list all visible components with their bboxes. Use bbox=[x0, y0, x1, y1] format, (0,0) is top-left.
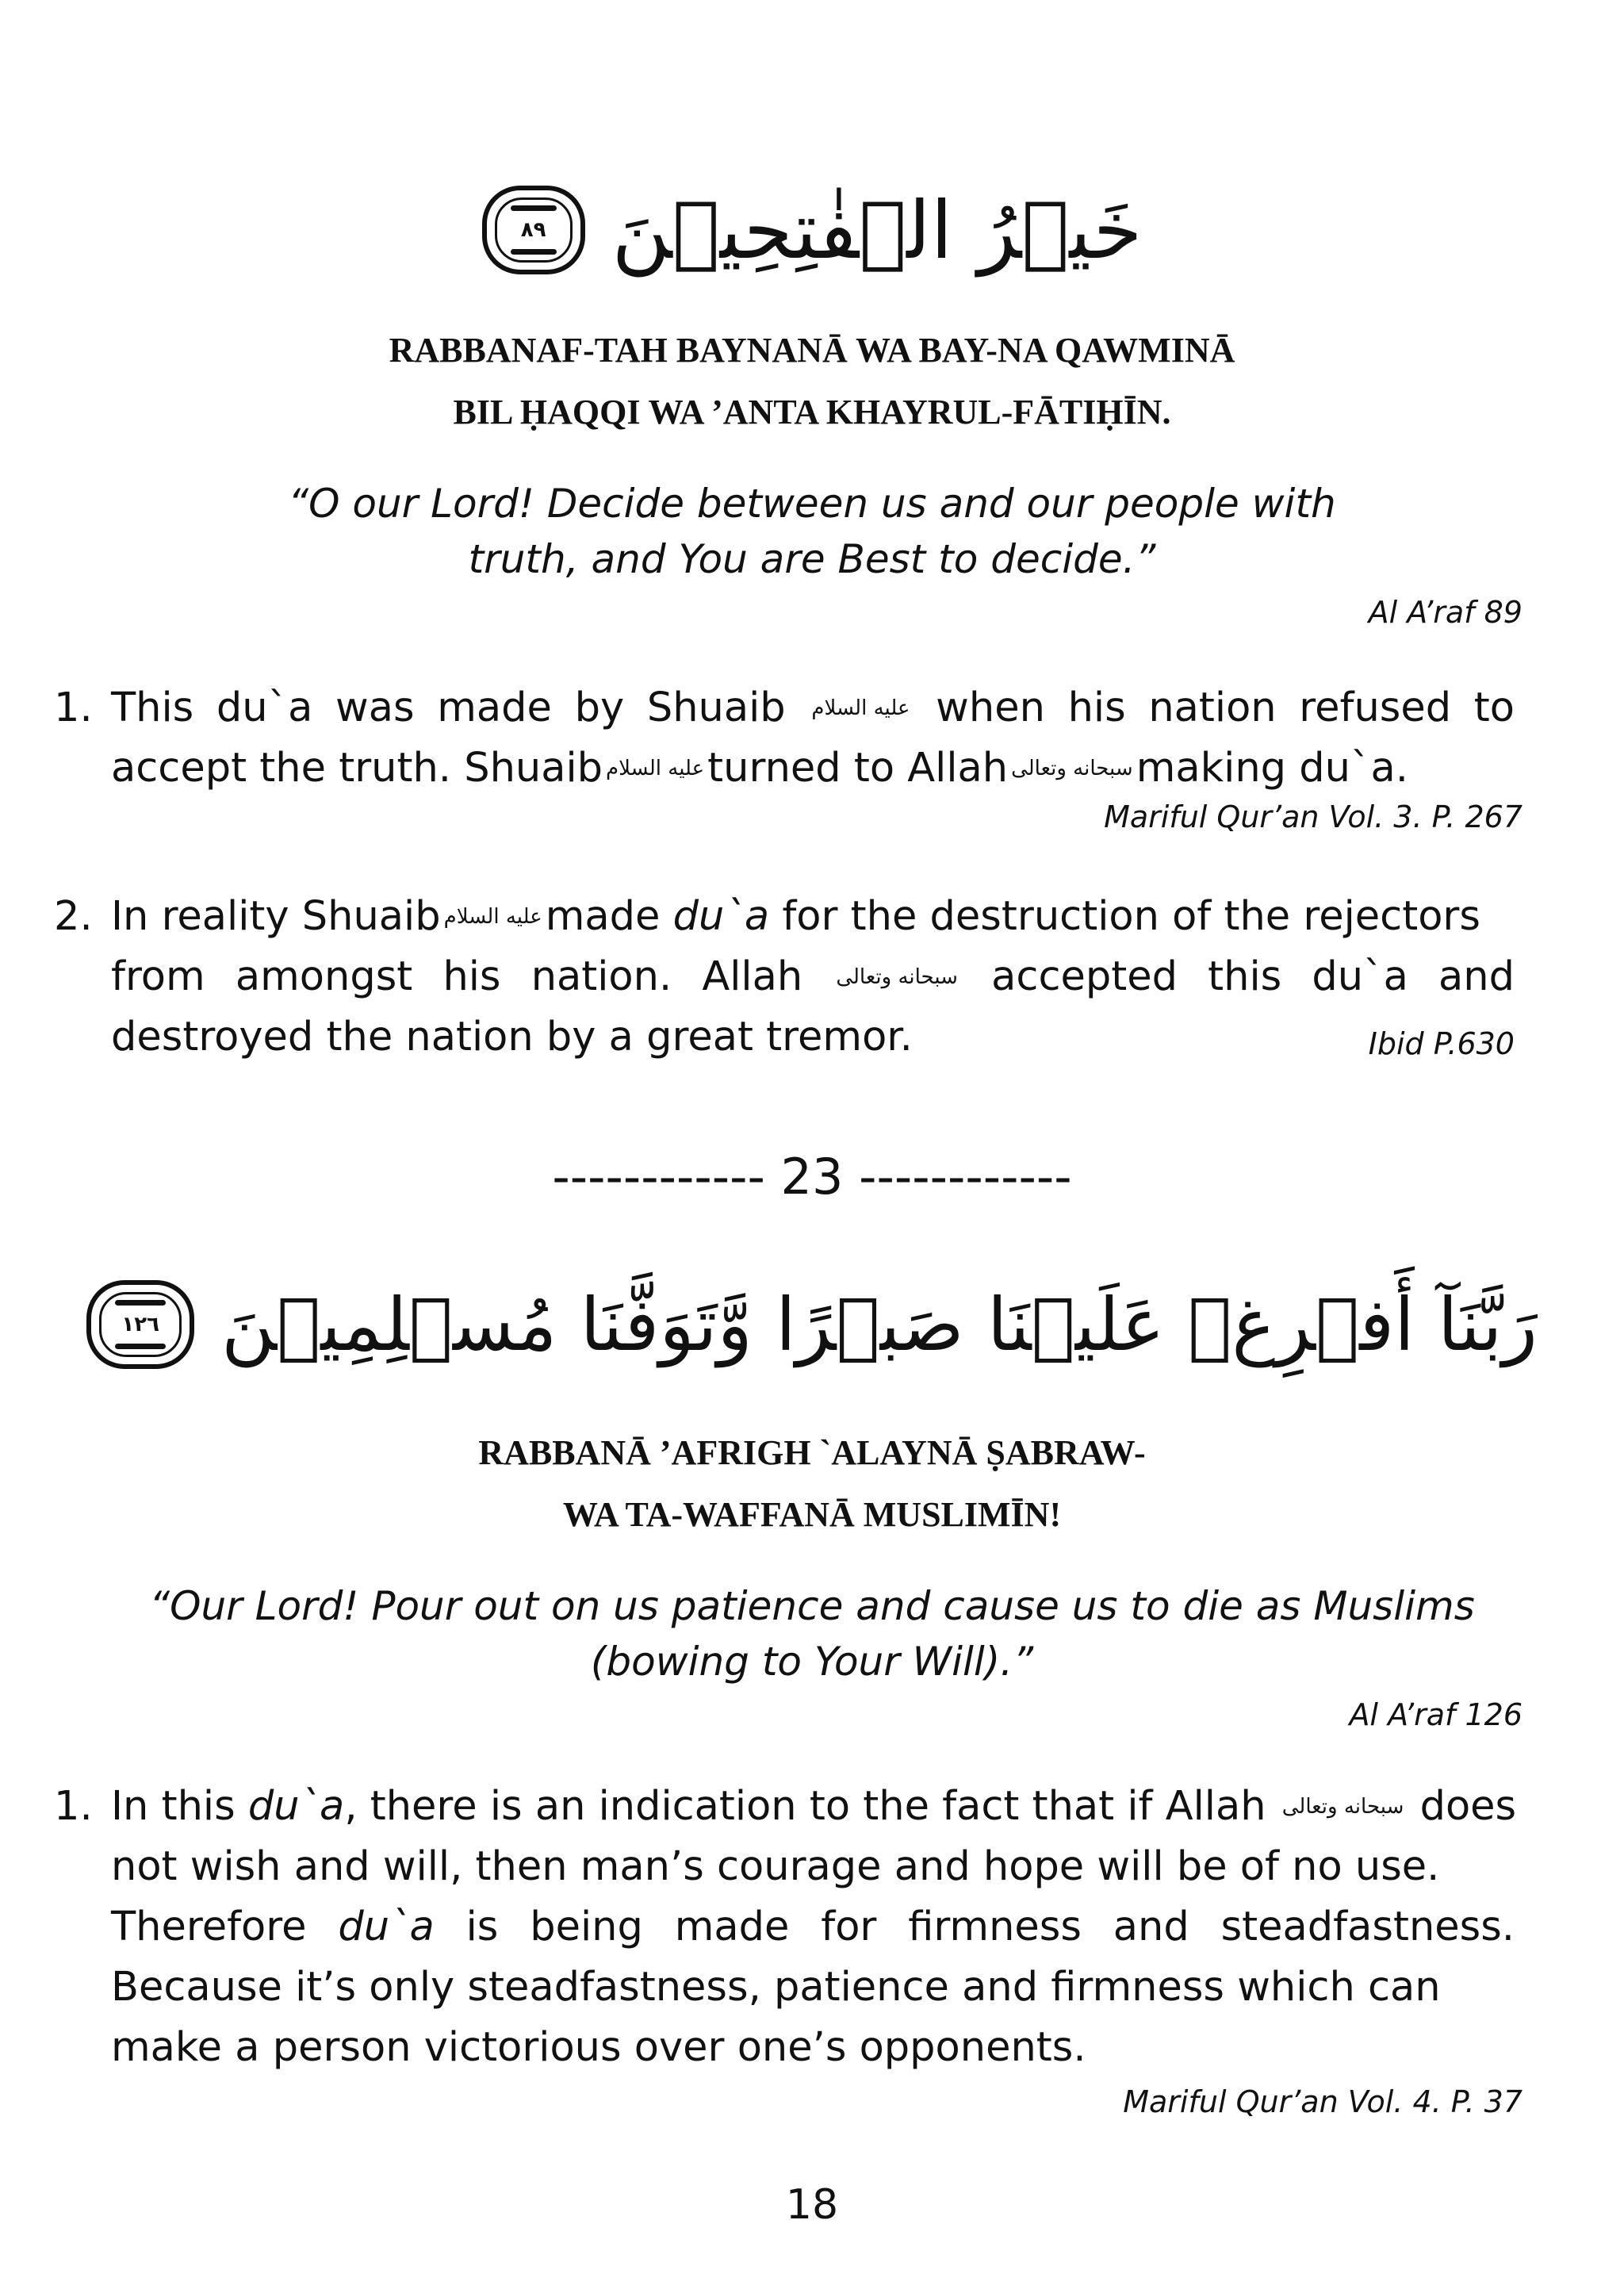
note-number: 2. bbox=[54, 893, 93, 940]
honorific-icon: سبحانه وتعالى bbox=[1281, 1795, 1404, 1819]
ayah-number-marker bbox=[482, 186, 585, 274]
arabic-verse-text: رَبَّنَآ أَفۡرِغۡ عَلَيۡنَا صَبۡرًا وَّتَوَفَّنَا مُسۡلِمِيۡنَ bbox=[221, 1282, 1538, 1367]
transliteration-line: BIL ḤAQQI WA ’ANTA KHAYRUL-FĀTIḤĪN. bbox=[453, 393, 1171, 431]
verse-reference-1: Al A’raf 89 bbox=[1368, 595, 1522, 630]
ayah-number: ١٢٦ bbox=[121, 1313, 159, 1336]
arabic-verse-2 bbox=[0, 1257, 1624, 1392]
note-line: In reality Shuaib عليه السلامmade du`a for the destruction of the rejectors bbox=[111, 887, 1515, 947]
note-line: destroyed the nation by a great tremor. Ibid P.630 bbox=[111, 1007, 1515, 1068]
transliteration-2 bbox=[0, 1422, 1624, 1546]
honorific-icon: عليه السلام bbox=[443, 905, 542, 929]
note-line: make a person victorious over one’s opponents. bbox=[111, 2024, 1086, 2071]
note-line: Therefore du`a is being made for firmness and steadfastness. bbox=[111, 1904, 1515, 1950]
note-item bbox=[54, 1777, 1517, 2078]
transliteration-1 bbox=[0, 320, 1624, 443]
dua-number-divider: ------------ 23 ------------ bbox=[552, 1148, 1072, 1206]
note-number: 1. bbox=[54, 684, 93, 731]
note-item bbox=[54, 678, 1515, 799]
honorific-icon: عليه السلام bbox=[811, 696, 910, 720]
arabic-verse-text: خَيۡرُ الۡفٰتِحِيۡنَ bbox=[611, 183, 1143, 277]
note-item bbox=[54, 887, 1515, 1068]
honorific-icon: سبحانه وتعالى bbox=[1011, 757, 1133, 780]
note-line: not wish and will, then man’s courage and hope will be of no use. bbox=[111, 1843, 1440, 1890]
note-number: 1. bbox=[54, 1783, 93, 1830]
page-number: 18 bbox=[785, 2181, 839, 2229]
translation-1 bbox=[0, 476, 1624, 587]
translation-line: truth, and You are Best to decide.” bbox=[468, 536, 1156, 582]
verse-reference-2: Al A’raf 126 bbox=[1349, 1697, 1522, 1732]
translation-line: “Our Lord! Pour out on us patience and cause us to die as Muslims bbox=[149, 1583, 1475, 1629]
note-line: In this du`a, there is an indication to the fact that if Allah سبحانه وتعالى does bbox=[111, 1777, 1515, 1837]
ayah-number: ٨٩ bbox=[520, 218, 546, 242]
transliteration-line: RABBANAF-TAH BAYNANĀ WA BAY-NA QAWMINĀ bbox=[389, 331, 1235, 370]
honorific-icon: سبحانه وتعالى bbox=[836, 965, 958, 989]
note-line: from amongst his nation. Allah سبحانه وتعالى accepted this du`a and bbox=[111, 947, 1515, 1007]
note-reference: Ibid P.630 bbox=[1368, 1026, 1515, 1061]
transliteration-line: RABBANĀ ’AFRIGH `ALAYNĀ ṢABRAW- bbox=[478, 1433, 1146, 1472]
ayah-number-marker bbox=[86, 1280, 194, 1369]
note-line: accept the truth. Shuaib عليه السلامturned to Allah سبحانه وتعالىmaking du`a. bbox=[111, 738, 1515, 799]
arabic-verse-1 bbox=[0, 163, 1624, 297]
transliteration-line: WA TA-WAFFANĀ MUSLIMĪN! bbox=[562, 1495, 1062, 1534]
note-line: Because it’s only steadfastness, patience and firmness which can bbox=[111, 1964, 1441, 2011]
translation-2 bbox=[0, 1578, 1624, 1689]
note-reference: Mariful Qur’an Vol. 4. P. 37 bbox=[1123, 2084, 1522, 2119]
note-reference: Mariful Qur’an Vol. 3. P. 267 bbox=[1104, 799, 1522, 834]
translation-line: (bowing to Your Will).” bbox=[590, 1639, 1034, 1685]
note-line: This du`a was made by Shuaib عليه السلام when his nation refused to bbox=[111, 678, 1515, 738]
honorific-icon: عليه السلام bbox=[606, 757, 705, 780]
translation-line: “O our Lord! Decide between us and our people with bbox=[288, 481, 1336, 527]
